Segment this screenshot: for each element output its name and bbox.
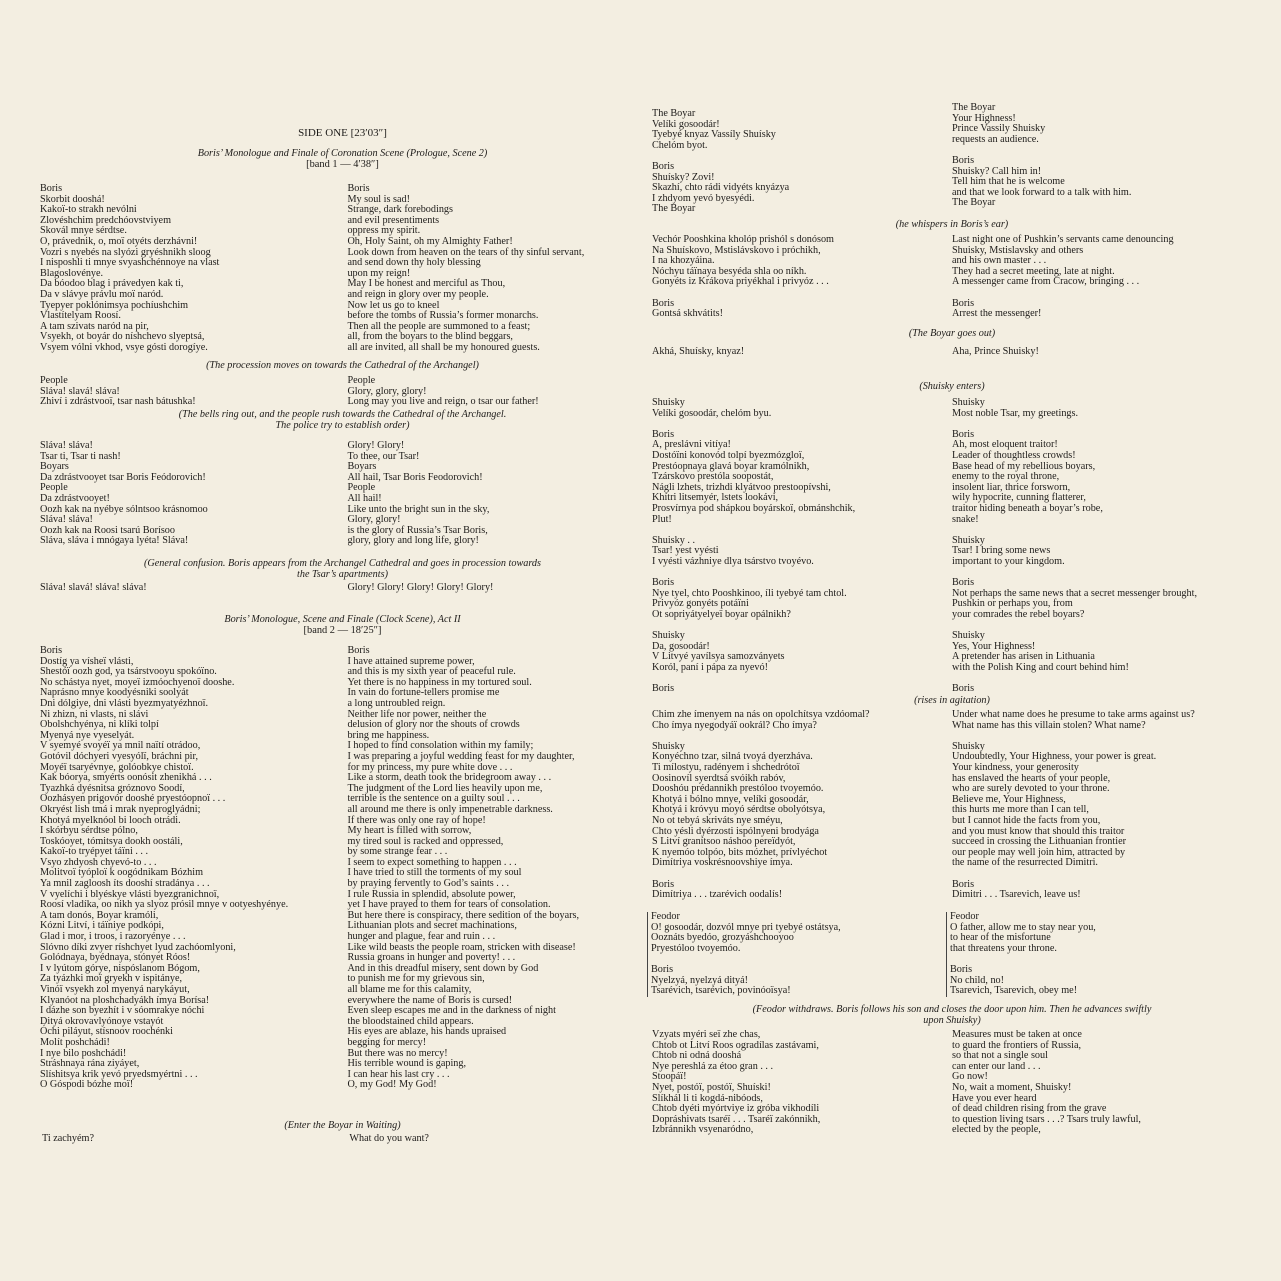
track1-band: [band 1 — 4′38″] [306,159,379,170]
stage-direction: (Shuisky enters) [919,381,985,392]
transliteration-text: Vzyats myéri seï zhe chas, Chtob ot Litví Roos ogradílas zastávami, Chtob ni odná dooshá Nye pereshlá za étoo gran . . . Stoopáï! Nyet, postóï, postóï, Shuíski! Slíkhál li ti kogdá-nibóods, Chtob dyéti myórtviye iz gróba vikhodíli Dopráshivats tsaréï . . . Tsaréï zakónnikh, Izbránnikh vsyenaródno, [652,1029,821,1136]
translation-text: Boris I have attained supreme power, and this is my sixth year of peaceful rule. Yet there is no happiness in my tortured soul. In vain do fortune-tellers promise me a long untroubled reign. Neither life nor power, neither the delusion of glory nor the shouts of crowds bring me happiness. I hoped to find consolation within my family; I was preparing a joyful wedding feast for my daughter, for my princess, my pure white dove . . . Like a storm, death took the bridegroom away . . . The judgment of the Lord lies heavily upon me, terrible is the sentence on a guilty soul . . . all around me there is only impenetrable darkness. If there was only one ray of hope! My heart is filled with sorrow, my tired soul is racked and oppressed, by some strange fear . . . I seem to expect something to happen . . . I have tried to still the torments of my soul by praying fervently to God’s saints . . . I rule Russia in splendid, absolute power, yet I have prayed to them for tears of consolation. But here there is conspiracy, there sedition of the boyars, Lithuanian plots and secret machinations, hunger and plague, fear and ruin . . . Like wild beasts the people roam, stricken with disease! Russia groans in hunger and poverty! . . . And in this dreadful misery, sent down by God to punish me for my grievous sin, all blame me for this calamity, everywhere the name of Boris is cursed! Even sleep escapes me and in the darkness of night the bloodstained child appears. His eyes are ablaze, his hands upraised begging for mercy! But there was no mercy! His terrible wound is gaping, I can hear his last cry . . . O, my God! My God! [347,645,580,1091]
translation-text: Under what name does he presume to take arms against us? What name has this villain stolen? What name? Shuisky Undoubtedly, Your Highness, your power is great. Your kindness, your generosity has enslaved the hearts of your people, who are surely devoted to your throne. Believe me, Your Highness, this hurts me more than I can tell, but I cannot hide the facts from you, and you must know that should this traitor succeed in crossing the Lithuanian frontier our people may well join him, attracted by the name of the resurrected Dimitri. Boris Dimitri . . . Tsarevich, leave us! [952,709,1195,901]
left-block-1 [40,184,645,354]
transliteration-text: Sláva! slavá! sláva! sláva! [40,582,147,593]
translation-text: The Boyar Your Highness! Prince Vassily Shuisky requests an audience. Boris Shuisky? Call him in! Tell him that he is welcome and that we look forward to a talk with him. The Boyar [952,102,1132,209]
translation-text: Measures must be taken at once to guard the frontiers of Russia, so that not a single soul can enter our land . . . Go now! No, wait a moment, Shuisky! Have you ever heard of dead children rising from the grave to question living tsars . . .? Tsars truly lawful, elected by the people, [952,1029,1141,1136]
stage-direction: (General confusion. Boris appears from the Archangel Cathedral and goes in procession towards the Tsar’s apartments) [143,558,541,580]
translation-text: Shuisky Most noble Tsar, my greetings. Boris Ah, most eloquent traitor! Leader of thoughtless crowds! Base head of my rebellious boyars, enemy to the royal throne, insolent liar, thrice forsworn, wily hypocrite, cunning flatterer, traitor hiding beneath a boyar’s robe, snake! Shuisky Tsar! I bring some news important to your kingdom. Boris Not perhaps the same news that a secret messenger brought, Pushkin or perhaps you, from your comrades the rebel boyars? Shuisky Yes, Your Highness! A pretender has arisen in Lithuania with the Polish King and court behind him! Boris [952,397,1197,695]
translation-text: What do you want? [349,1133,429,1144]
transliteration-text: Chim zhe ímenyem na nás on opolchítsya vzdóomal? Cho ímya nyegodyáï ookrál? Cho ímya? Shuisky Konyéchno tzar, silná tvoyá dyerzháva. Ti mílostyu, radényem i shchedrótoï Oosinovíl syerdtsá svóikh rabóv, Dooshóu prédannikh prestóloo tvoyemóo. Khotyá i bólno mnye, velíki gosoodár, Khotyá i króvyu moyó sérdtse obolyótsya, No ot tebyá skriváts nye sméyu, Chto yésli dyérzosti ispólnyeni brodyága S Litví granítsoo náshoo pereïdyót, K nyemóo tolpóo, bits mózhet, prívlyéchot Dimítriya voskrésnoovshiye ímya. Boris Dimítriya . . . tzarévich oodalís! [652,709,870,901]
left-block-3 [40,441,645,547]
translation-text: Feodor O father, allow me to stay near you, to hear of the misfortune that threatens your throne. Boris No child, no! Tsarevich, Tsarevich, obey me! [946,912,1250,997]
right-block-2 [652,235,1252,320]
translation-text: Glory! Glory! To thee, our Tsar! Boyars All hail, Tsar Boris Feodorovich! People All hail! Like unto the bright sun in the sky, Glory, glory! is the glory of Russia’s Tsar Boris, glory, glory and long life, glory! [347,440,490,547]
side-title: SIDE ONE [23′03″] [298,127,387,139]
transliteration-text: Boris Dostíg ya vísheï vlásti, Shestóï oozh god, ya tsárstvooyu spokóïno. No schástya nyet, moyeï izmóochyenoï dooshe. Naprásno mnye koodyésniki soolyát Dni dólgiye, dni vlásti byezmyatyézhnoï. Ni zhizn, ni vlasts, ni slávi Obolshchyénya, ni klíki tolpí Myenyá nye vyeselyát. V syemyé svoyéï ya mnil naïtí otrádoo, Gotóvil dóchyeri vyesyólï, bráchni pir, Moyéï tsaryévnye, golóobkye chistoï. Kak bóorya, smyérts oonósit zhenikhá . . . Tyazhká dyésnitsa gróznovo Soodí, Oozhásyen prigovór dooshé pryestóopnoï . . . Okryést lish tmá i mrak nyeproglyádni; Khotyá myelknóol bi looch otrádi. I skórbyu sérdtse pólno, Toskóoyet, tómitsya dookh oostáli, Kakoï-to tryépyet táïni . . . Vsyo zhdyosh chyevó-to . . . Molitvoï tyóploï k oogódnikam Bózhim Ya mnil zagloosh íts dooshí stradánya . . . V vyelíchi i blyéskye vlásti byezgranichnoï, Roosí vladíka, oo nikh ya slyoz prósil mnye v ootyeshyénye. A tam donós, Boyar kramóli, Kózni Litví, i táïniye podkópi, Glad i mor, i troos, i razoryénye . . . Slóvno díki zvyer ríshchyet lyud zachóomlyoni, Golódnaya, byédnaya, stónyet Róos! I v lyútom górye, nispóslanom Bógom, Za tyázhki moï gryekh v ispitánye, Vinóï vsyekh zol myenyá narykáyut, Klyanóot na ploshchadyákh ímya Borísa! I dázhe son byezhít i v sóomrakye nóchi Dityá okrovavlyónoye vstayót Óchi piláyut, stísnoov roochénki Molít poshchádi! I nye bilo poshchádi! Stráshnaya rána ziyáyet, Slíshitsya krik yevó pryedsmyértni . . . O Góspodi bózhe moï! [40,645,289,1091]
right-block-1 [652,103,1252,215]
translation-text: Boris My soul is sad! Strange, dark forebodings and evil presentiments oppress my spirit. Oh, Holy Saint, oh my Almighty Father! Look down from heaven on the tears of thy sinful servant, and send down thy holy blessing upon my reign! May I be honest and merciful as Thou, and reign in glory over my people. Now let us go to kneel before the tombs of Russia’s former monarchs. Then all the people are summoned to a feast; all, from the boyars to the blind beggars, all are invited, all shall be my honoured guests. [347,183,585,353]
stage-direction: (rises in agitation) [914,695,990,706]
track2-title: Boris’ Monologue, Scene and Finale (Clock Scene), Act II [224,614,461,625]
stage-direction: (The Boyar goes out) [908,328,996,339]
track1-title: Boris’ Monologue and Finale of Coronation Scene (Prologue, Scene 2) [197,148,488,159]
track2-band: [band 2 — 18′25″] [303,625,382,636]
stage-direction: (The procession moves on towards the Cathedral of the Archangel) [206,360,479,371]
right-block-5 [652,710,1252,901]
right-block-6 [652,912,1252,997]
transliteration-text: Feodor O! gosoodár, dozvól mnye pri tyebyé ostátsya, Ooznáts byedóo, grozyáshchooyoo Pryestóloo tvoyemóo. Boris Nyelzyá, nyelzyá dityá! Tsarévich, tsarévich, povinóoïsya! [647,912,951,997]
translation-text: Aha, Prince Shuisky! [952,346,1039,357]
stage-direction: (Feodor withdraws. Boris follows his son and closes the door upon him. Then he advances swiftly upon Shuisky) [752,1004,1152,1026]
right-block-4 [652,398,1252,695]
transliteration-text: Boris Skorbit dooshá! Kakoï-to strakh nevólni Zlovéshchim predchóovstviyem Skovál mnye sérdtse. O, právednik, o, moï otyéts derzhávni! Vozri s nyebés na slyózi gryéshnikh sloog I nisposhli ti mnye svyashchénnoye na vlast Blagoslovénye. Da bóodoo blag i právedyen kak ti, Da v slávye právlu moï naród. Tyepyer poklónimsya pochíushchim Vlastítelyam Roosí. A tam szivats naród na pir, Vsyekh, ot boyár do níshchevo slyeptsá, Vsyem vólni vkhod, vsye gósti dorogíye. [40,183,220,353]
stage-direction: (The bells ring out, and the people rush towards the Cathedral of the Archangel. The police try to establish order) [178,409,507,431]
translation-text: Glory! Glory! Glory! Glory! Glory! [347,582,494,593]
right-block-3 [652,347,1252,358]
left-block-6 [40,1134,645,1145]
stage-direction: (Enter the Boyar in Waiting) [284,1120,401,1131]
transliteration-text: Vechór Pooshkina kholóp prishól s donósom Na Shuískovo, Mstislávskovo i próchikh, I na khozyáina. Nóchyu táïnaya besyéda shla oo níkh. Gonyéts iz Krákova priyékhal i privyóz . . . Boris Gontsá skhvátits! [652,234,834,320]
stage-direction: (he whispers in Boris’s ear) [895,219,1009,230]
transliteration-text: The Boyar Velíki gosoodár! Tyebyé knyaz Vassíly Shuísky Chelóm byot. Boris Shuísky? Zovi! Skazhí, chto rádi vidyéts knyázya I zhdyom yevó byesyédi. The Boyar [652,108,790,215]
transliteration-text: Shuisky Velíki gosoodár, chelóm byu. Boris A, preslávni vitíya! Dostóïni konovód tolpí byezmózgloï, Prestóopnaya glavá boyar kramólnikh, Tzárskovo prestóla soopostát, Nágli lzhets, trizhdi klyátvoo prestoopívshi, Khítri litsemyér, lstets lookávi, Prosvírnya pod shápkou boyárskoï, obmánshchik, Plut! Shuisky . . Tsar! yest vyésti I vyésti vázhniye dlya tsárstvo tvoyévo. Boris Nye tyel, chto Pooshkinoo, íli tyebyé tam chtol. Privyóz gonyéts potáïni Ot sopriyátyelyeï boyar opálnikh? Shuisky Da, gosoodár! V Litvyé yavílsya samozványets Koról, paní i pápa za nyevó! Boris [652,397,856,695]
transliteration-text: Ti zachyém? [42,1133,94,1144]
left-block-4 [40,583,645,594]
transliteration-text: Sláva! sláva! Tsar ti, Tsar ti nash! Boyars Da zdrástvooyet tsar Boris Feódorovich! People Da zdrástvooyet! Oozh kak na nyébye sólntsoo krásnomoo Sláva! sláva! Oozh kak na Roosi tsarú Borísoo Sláva, sláva i mnógaya lyéta! Sláva! [40,440,208,547]
right-block-7 [652,1030,1252,1136]
translation-text: People Glory, glory, glory! Long may you live and reign, o tsar our father! [347,375,539,408]
left-block-5 [40,646,645,1091]
left-block-2 [40,376,645,408]
transliteration-text: People Sláva! slavá! sláva! Zhiví i zdrástvooï, tsar nash bátushka! [40,375,196,408]
transliteration-text: Akhá, Shuísky, knyaz! [652,346,745,357]
translation-text: Last night one of Pushkin’s servants came denouncing Shuisky, Mstislavsky and others and his own master . . . They had a secret meeting, late at night. A messenger came from Cracow, bringing . . . Boris Arrest the messenger! [952,234,1174,320]
